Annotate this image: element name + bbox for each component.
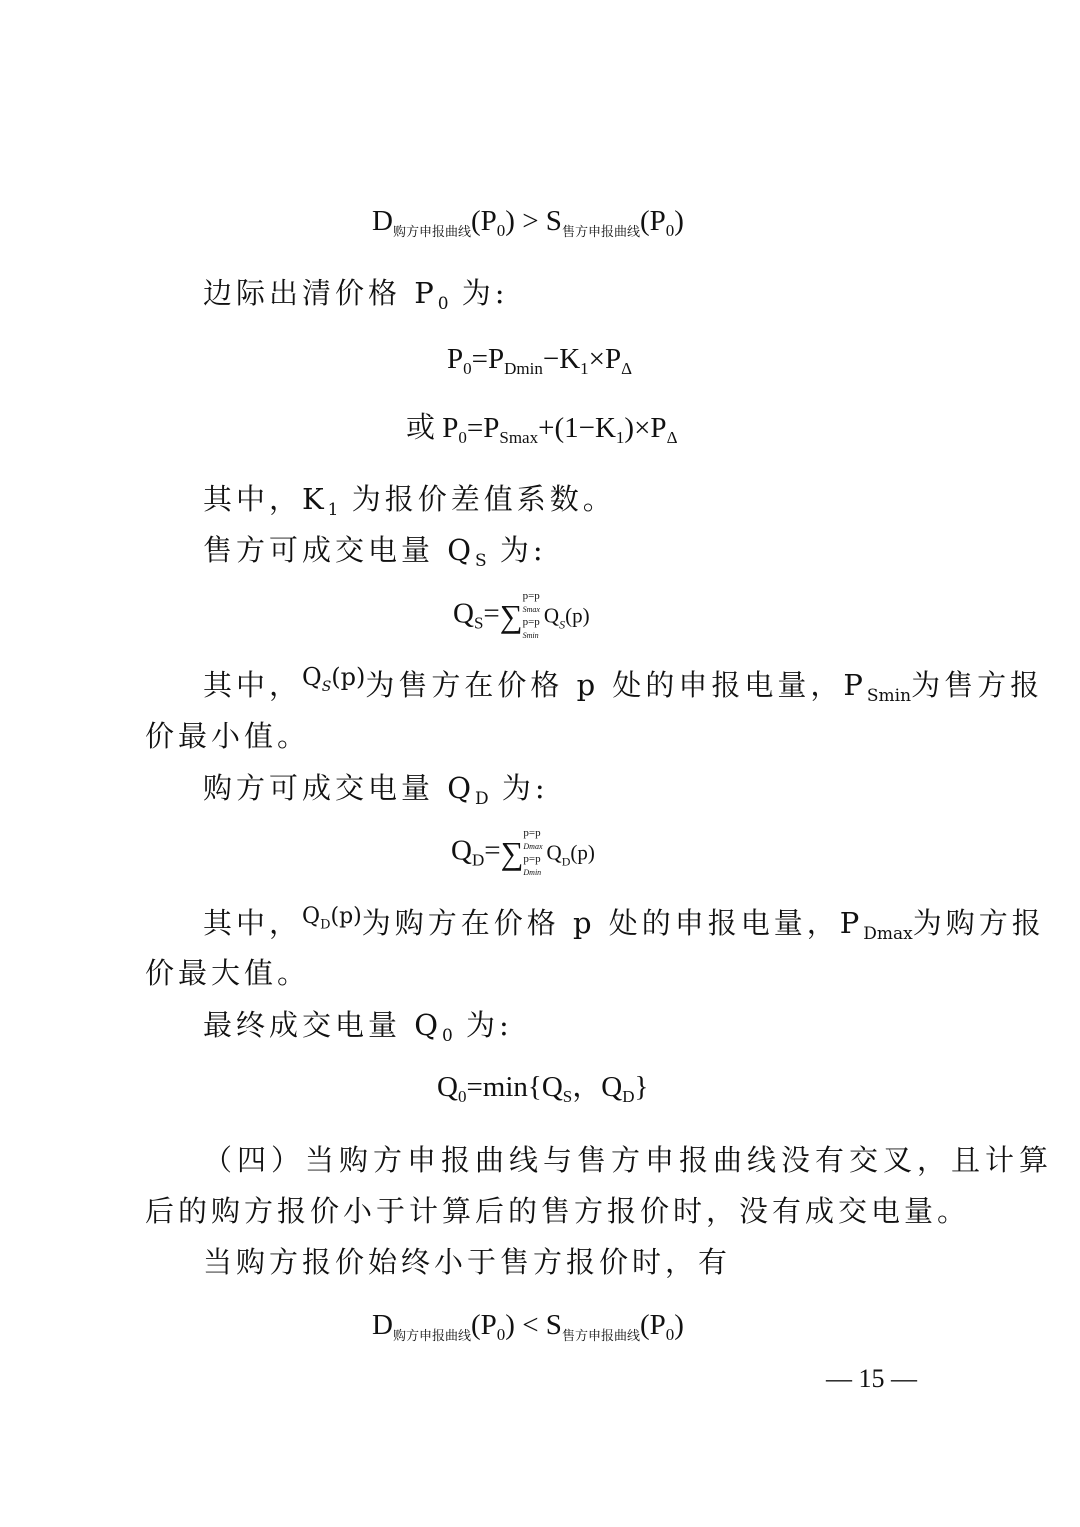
equation-text: ，Q: [572, 1071, 623, 1103]
equation-subscript: S: [559, 617, 566, 632]
equation-subscript: Dmin: [504, 359, 543, 378]
equation-text: }: [634, 1071, 649, 1103]
equation-text: ): [505, 205, 515, 237]
summation-symbol: ∑: [499, 598, 523, 634]
equation-text: P: [447, 343, 464, 375]
equation-text: −K: [542, 343, 581, 375]
equation-subscript: 1: [580, 359, 589, 378]
formula-text: Q: [302, 904, 321, 929]
paragraph-text: 价最小值。: [145, 719, 311, 753]
paragraph-qd-definition-continued: [145, 953, 310, 993]
paragraph-text: 最终成交电量 Q: [203, 1008, 442, 1042]
paragraph-p0-intro: [203, 273, 509, 313]
equation-text: D: [372, 1309, 393, 1341]
paragraph-text: 其中，: [203, 668, 303, 702]
inline-formula-qs: [302, 663, 366, 695]
equation-text: ): [674, 1309, 684, 1341]
equation-subscript: D: [471, 850, 485, 870]
formula-text: Q: [302, 663, 322, 691]
equation-text: (p): [570, 840, 595, 865]
paragraph-text: 为:: [448, 276, 509, 310]
paragraph-subscript: 0: [437, 294, 449, 314]
paragraph-text: 购方可成交电量 Q: [203, 771, 475, 805]
limit-text: p=p: [523, 827, 541, 839]
paragraph-text: 售方可成交电量 Q: [203, 533, 475, 567]
paragraph-subscript: D: [475, 789, 489, 809]
equation-text: (P: [470, 205, 497, 237]
paragraph-text: 当购方报价始终小于售方报价时，有: [203, 1245, 732, 1279]
paragraph-qs-definition: [203, 665, 1043, 717]
equation-text: S: [545, 205, 562, 237]
equation-subscript: Δ: [666, 428, 678, 447]
equation-subscript: D: [561, 854, 571, 869]
equation-text: )×P: [624, 412, 667, 444]
equation-subscript: 0: [665, 221, 675, 240]
equation-text: D: [372, 205, 393, 237]
paragraph-text: 其中，: [203, 906, 303, 940]
limit-subscript: Dmin: [523, 868, 542, 877]
equation-text: (P: [639, 205, 666, 237]
paragraph-subscript: Dmax: [863, 924, 913, 944]
summation-upper-limit: [523, 827, 542, 853]
equation-operator: <: [514, 1309, 546, 1341]
equation-demand-greater-supply: [372, 201, 684, 241]
equation-subscript: D: [622, 1087, 635, 1106]
paragraph-text: 为购方报: [912, 906, 1045, 940]
limit-text: p=p: [523, 853, 541, 865]
equation-subscript: 售方申报曲线: [561, 1328, 640, 1343]
section-4-line-2: [145, 1191, 970, 1231]
formula-text: (p): [330, 904, 362, 929]
equation-text: Q: [437, 1071, 458, 1103]
limit-text: p=p: [522, 616, 540, 628]
limit-subscript: Dmax: [523, 842, 543, 851]
equation-subscript: 0: [496, 1325, 506, 1344]
equation-p0-dmin: [447, 339, 632, 379]
limit-subscript: Smax: [522, 605, 540, 614]
equation-subscript: 0: [496, 221, 506, 240]
formula-text: (p): [331, 663, 366, 691]
equation-text: =P: [471, 343, 505, 375]
equation-subscript: 购方申报曲线: [392, 1328, 471, 1343]
equation-qd-sum: [451, 827, 595, 879]
equation-subscript: 购方申报曲线: [392, 224, 471, 239]
paragraph-text: 为售方报: [911, 668, 1044, 702]
summation-limits: [523, 827, 542, 879]
paragraph-text: 为:: [488, 771, 549, 805]
equation-text: +(1−K: [538, 412, 616, 444]
paragraph-text: 为售方在价格 p 处的申报电量，P: [365, 668, 867, 702]
summation-lower-limit: [523, 853, 542, 879]
limit-subscript: Smin: [522, 631, 539, 640]
equation-text: Q: [543, 603, 560, 628]
equation-text: Q: [546, 840, 562, 865]
equation-text: (p): [565, 603, 590, 628]
equation-subscript: Smax: [499, 428, 539, 447]
paragraph-subscript: Smin: [866, 686, 912, 706]
equation-text: (P: [639, 1309, 666, 1341]
paragraph-qs-intro: [203, 530, 547, 570]
equation-text: ×P: [588, 343, 622, 375]
equation-operator: >: [514, 205, 546, 237]
paragraph-text: 为购方在价格 p 处的申报电量，P: [361, 906, 864, 940]
equation-subscript: 0: [463, 359, 472, 378]
paragraph-text: （四）当购方申报曲线与售方申报曲线没有交叉，且计算: [203, 1143, 1054, 1177]
equation-text: Q: [451, 834, 472, 867]
paragraph-text: 后的购方报价小于计算后的售方报价时，没有成交电量。: [145, 1194, 971, 1228]
paragraph-text: 为:: [486, 533, 547, 567]
equation-subscript: 1: [615, 428, 625, 447]
equation-subscript: Δ: [621, 359, 633, 378]
equation-text: =: [484, 834, 501, 867]
formula-subscript: S: [321, 678, 332, 695]
equation-subscript: 0: [665, 1325, 675, 1344]
equation-qs-sum: [453, 590, 590, 642]
equation-text: ): [505, 1309, 515, 1341]
paragraph-text: 为报价差值系数。: [338, 482, 616, 516]
summation-symbol: ∑: [500, 835, 524, 871]
paragraph-text: 其中，K: [203, 482, 328, 516]
paragraph-always-less: [203, 1242, 731, 1282]
summation-limits: [523, 590, 540, 642]
page-number: — 15 —: [826, 1364, 917, 1393]
equation-text: =min{Q: [466, 1071, 563, 1103]
equation-text: S: [545, 1309, 562, 1341]
summation-lower-limit: [523, 616, 540, 642]
equation-subscript: 0: [457, 1087, 467, 1106]
limit-text: p=p: [522, 590, 540, 602]
equation-text: =P: [466, 412, 500, 444]
paragraph-text: 边际出清价格 P: [203, 276, 438, 310]
paragraph-qd-intro: [203, 768, 549, 808]
equation-subscript: 售方申报曲线: [561, 224, 640, 239]
paragraph-subscript: S: [475, 551, 487, 571]
formula-subscript: D: [320, 917, 331, 933]
equation-text: ): [674, 205, 684, 237]
equation-subscript: S: [473, 613, 484, 633]
equation-p0-smax: [406, 408, 678, 448]
paragraph-qd-definition: [203, 903, 1045, 955]
equation-text: 或 P: [406, 412, 459, 444]
paragraph-text: 价最大值。: [145, 956, 311, 990]
paragraph-subscript: 1: [327, 500, 339, 520]
paragraph-text: 为:: [452, 1008, 513, 1042]
paragraph-qs-definition-continued: [145, 716, 310, 756]
equation-text: =: [483, 597, 500, 630]
paragraph-q0-intro: [203, 1005, 513, 1045]
equation-demand-less-supply: [372, 1305, 684, 1345]
equation-text: Q: [453, 597, 474, 630]
paragraph-subscript: 0: [442, 1026, 453, 1046]
summation-upper-limit: [523, 590, 540, 616]
equation-subscript: S: [562, 1087, 573, 1106]
equation-subscript: 0: [458, 428, 467, 447]
inline-formula-qd: [302, 904, 362, 933]
section-4-line-1: [203, 1140, 1053, 1180]
equation-text: (P: [470, 1309, 497, 1341]
paragraph-k1-definition: [203, 479, 616, 519]
equation-q0-min: [437, 1067, 648, 1107]
